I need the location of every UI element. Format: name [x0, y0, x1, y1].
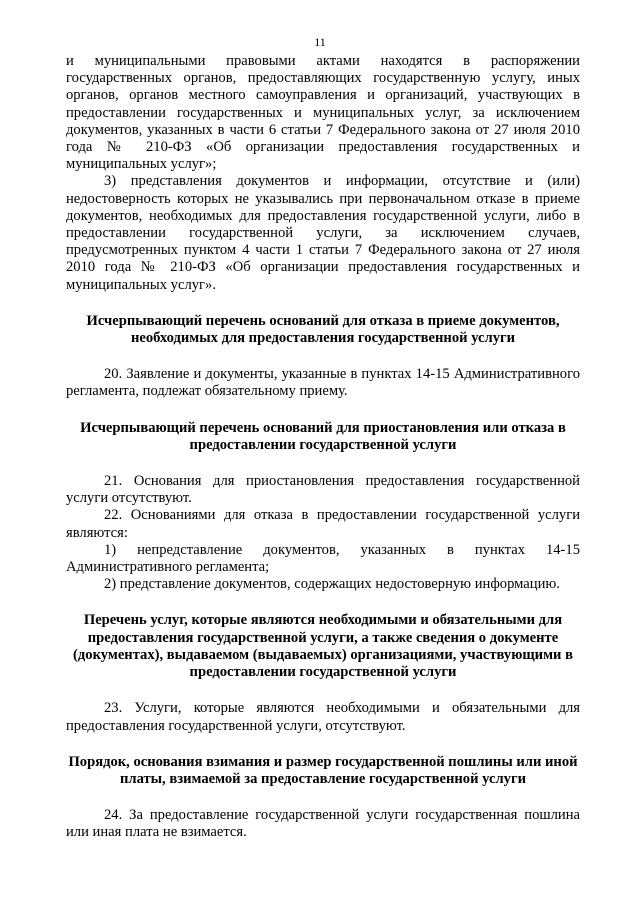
paragraph-22-item-2: 2) представление документов, содержащих недостоверную информацию.: [104, 576, 560, 593]
paragraph-item-3: 3) представления документов и информации, отсутствие и (или) недостоверность которых не указывались при первоначальном отказе в приеме документов, необходимых для предоставления государственной услуги, либо в предоставлении государственной услуги, за исключением случаев, предусмотренных пунктом 4 части 1 статьи 7 Федерального закона от 27 июля 2010 года № 210-ФЗ «Об организации предоставления государственных и муниципальных услуг».: [66, 173, 580, 293]
paragraph-24: 24. За предоставление государственной услуги государственная пошлина или иная плата не взимается.: [66, 807, 580, 841]
section-heading-suspension-refusal: Исчерпывающий перечень оснований для приостановления или отказа в предоставлении государственной услуги: [80, 419, 566, 453]
paragraph-22: 22. Основаниями для отказа в предоставлении государственной услуги являются:: [66, 507, 580, 541]
paragraph-21: 21. Основания для приостановления предоставления государственной услуги отсутствуют.: [66, 473, 580, 507]
paragraph-intro: и муниципальными правовыми актами находятся в распоряжении государственных органов, предоставляющих государственную услугу, иных органов, органов местного самоуправления и организаций, участвующих в предоставлении государственных и муниципальных услуг, за исключением документов, указанных в части 6 статьи 7 Федерального закона от 27 июля 2010 года № 210-ФЗ «Об организации предоставления государственных и муниципальных услуг»;: [66, 53, 580, 173]
document-body: [66, 53, 580, 842]
paragraph-22-item-1: 1) непредставление документов, указанных в пунктах 14-15 Административного регламента;: [66, 541, 580, 576]
paragraph-23: 23. Услуги, которые являются необходимыми и обязательными для предоставления государственной услуги, отсутствуют.: [66, 700, 580, 734]
page-number: 11: [314, 35, 326, 49]
section-heading-state-fee: Порядок, основания взимания и размер государственной пошлины или иной платы, взимаемой за предоставление государственной услуги: [68, 753, 578, 787]
section-heading-required-services: Перечень услуг, которые являются необходимыми и обязательными для предоставления государственной услуги, а также сведения о документе (документах), выдаваемом (выдаваемых) организациями, участвующими в предоставлении государственной услуги: [73, 612, 573, 681]
section-heading-refusal-reception: Исчерпывающий перечень оснований для отказа в приеме документов, необходимых для предоставления государственной услуги: [86, 312, 560, 347]
paragraph-20: 20. Заявление и документы, указанные в пунктах 14-15 Административного регламента, подлежат обязательному приему.: [66, 366, 580, 400]
